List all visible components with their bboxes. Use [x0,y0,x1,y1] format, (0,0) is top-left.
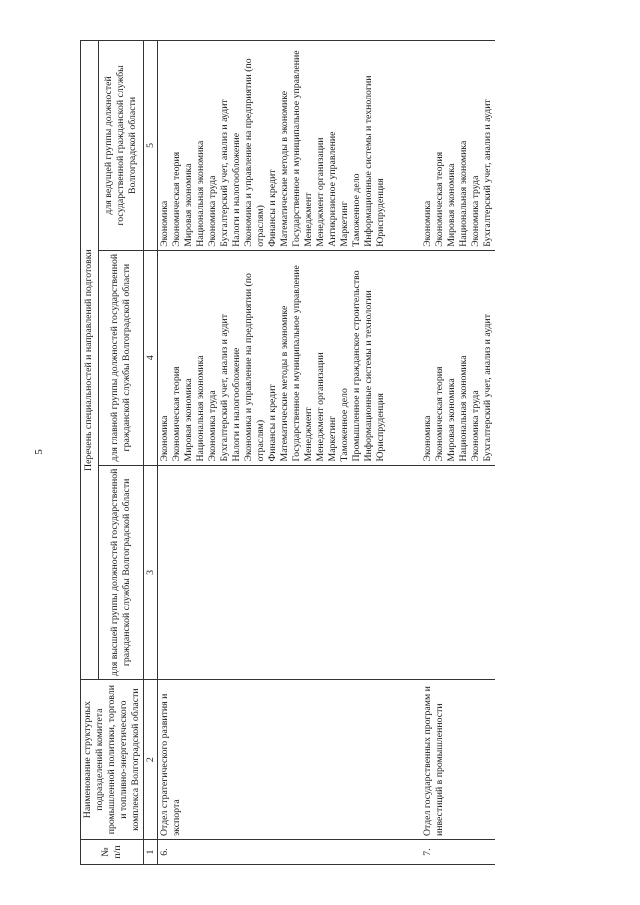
specialty-item: Менеджмент организации [315,137,326,247]
specialty-item: Таможенное дело [339,388,350,462]
column-number: 2 [144,680,158,840]
specialty-item: Налоги и налогообложение [231,132,242,247]
specialty-item: Мировая экономика [446,163,457,247]
specialty-cell-leading [388,41,495,251]
specialty-item: Маркетинг [327,415,338,462]
specialty-item: Маркетинг [339,201,350,247]
specialty-item: Экономика [159,200,170,247]
specialties-table [80,40,495,865]
specialty-item: Антикризисное управление [327,131,338,247]
specialty-item: Менеджмент [303,192,314,247]
specialty-item: Мировая экономика [183,378,194,462]
specialty-item: Экономическая теория [171,366,182,462]
specialty-item: Экономическая теория [434,366,445,462]
specialty-item: Бухгалтерский учет, анализ и аудит [482,99,493,247]
specialty-cell-highest [388,465,495,680]
table-body [158,41,496,865]
specialty-item: Финансы и кредит [267,384,278,462]
row-number: 6. [158,840,389,865]
column-number-row [144,41,158,865]
specialty-cell-main [158,250,389,465]
header-unit-name: Наименование структурных подразделений комитета промышленной политики, торговли и топливно-энергетического комплекса Волгоградской области [81,680,144,840]
specialty-item: Экономика [422,415,433,462]
specialty-item: Таможенное дело [351,173,362,247]
specialty-cell-main [388,250,495,465]
specialty-item: Национальная экономика [195,355,206,462]
specialty-item: Государственное и муниципальное управление [291,50,302,247]
specialty-item: Бухгалтерский учет, анализ и аудит [219,99,230,247]
specialty-item: Юриспруденция [375,393,386,462]
specialty-item: Менеджмент организации [315,352,326,462]
specialty-list [159,254,387,462]
specialty-item: Экономика труда [207,175,218,247]
column-number: 3 [144,465,158,680]
specialty-item: Экономика [422,200,433,247]
specialty-item: Государственное и муниципальное управление [291,265,302,462]
header-row-1 [81,41,99,865]
table-row [158,41,389,865]
page-number: 5 [32,449,45,455]
specialty-item: Экономическая теория [171,151,182,247]
header-num: № п/п [81,840,144,865]
column-number: 1 [144,840,158,865]
header-spec-title: Перечень специальностей и направлений подготовки [81,41,99,680]
specialty-item: Математические методы в экономике [279,305,290,462]
specialty-item: Математические методы в экономике [279,90,290,247]
specialty-item: Экономика и управление на предприятии (по отраслям) [243,273,266,462]
row-number: 7. [388,840,495,865]
column-number: 4 [144,250,158,465]
specialty-list [422,254,494,462]
specialty-item: Экономика и управление на предприятии (по отраслям) [243,58,266,247]
table-row [388,41,495,865]
specialty-item: Менеджмент [303,407,314,462]
specialty-item: Информационные системы и технологии [363,75,374,247]
specialty-list [422,44,494,247]
specialty-item: Национальная экономика [458,140,469,247]
specialty-item: Информационные системы и технологии [363,290,374,462]
unit-name: Отдел стратегического развития и экспорта [158,680,389,840]
specialty-item: Национальная экономика [458,355,469,462]
specialty-item: Налоги и налогообложение [231,347,242,462]
specialty-item: Юриспруденция [375,178,386,247]
specialty-item: Экономика труда [470,390,481,462]
specialty-item: Мировая экономика [446,378,457,462]
header-group-main: для главной группы должностей государственной гражданской службы Волгоградской области [98,250,144,465]
specialty-item: Экономическая теория [434,151,445,247]
header-group-highest: для высшей группы должностей государственной гражданской службы Волгоградской области [98,465,144,680]
specialty-item: Бухгалтерский учет, анализ и аудит [219,313,230,462]
specialty-item: Мировая экономика [183,163,194,247]
specialty-cell-highest [158,465,389,680]
specialty-item: Экономика труда [470,175,481,247]
unit-name: Отдел государственных программ и инвестиций в промышленности [388,680,495,840]
specialty-item: Финансы и кредит [267,169,278,247]
specialty-item: Промышленное и гражданское строительство [351,270,362,462]
specialty-item: Экономика [159,415,170,462]
specialty-cell-leading [158,41,389,251]
column-number: 5 [144,41,158,251]
specialty-list [159,44,387,247]
specialty-item: Экономика труда [207,390,218,462]
header-group-leading: для ведущей группы должностей государственной гражданской службы Волгоградской области [98,41,144,251]
specialty-item: Бухгалтерский учет, анализ и аудит [482,313,493,462]
specialty-item: Национальная экономика [195,140,206,247]
rotated-page-content [80,40,570,865]
